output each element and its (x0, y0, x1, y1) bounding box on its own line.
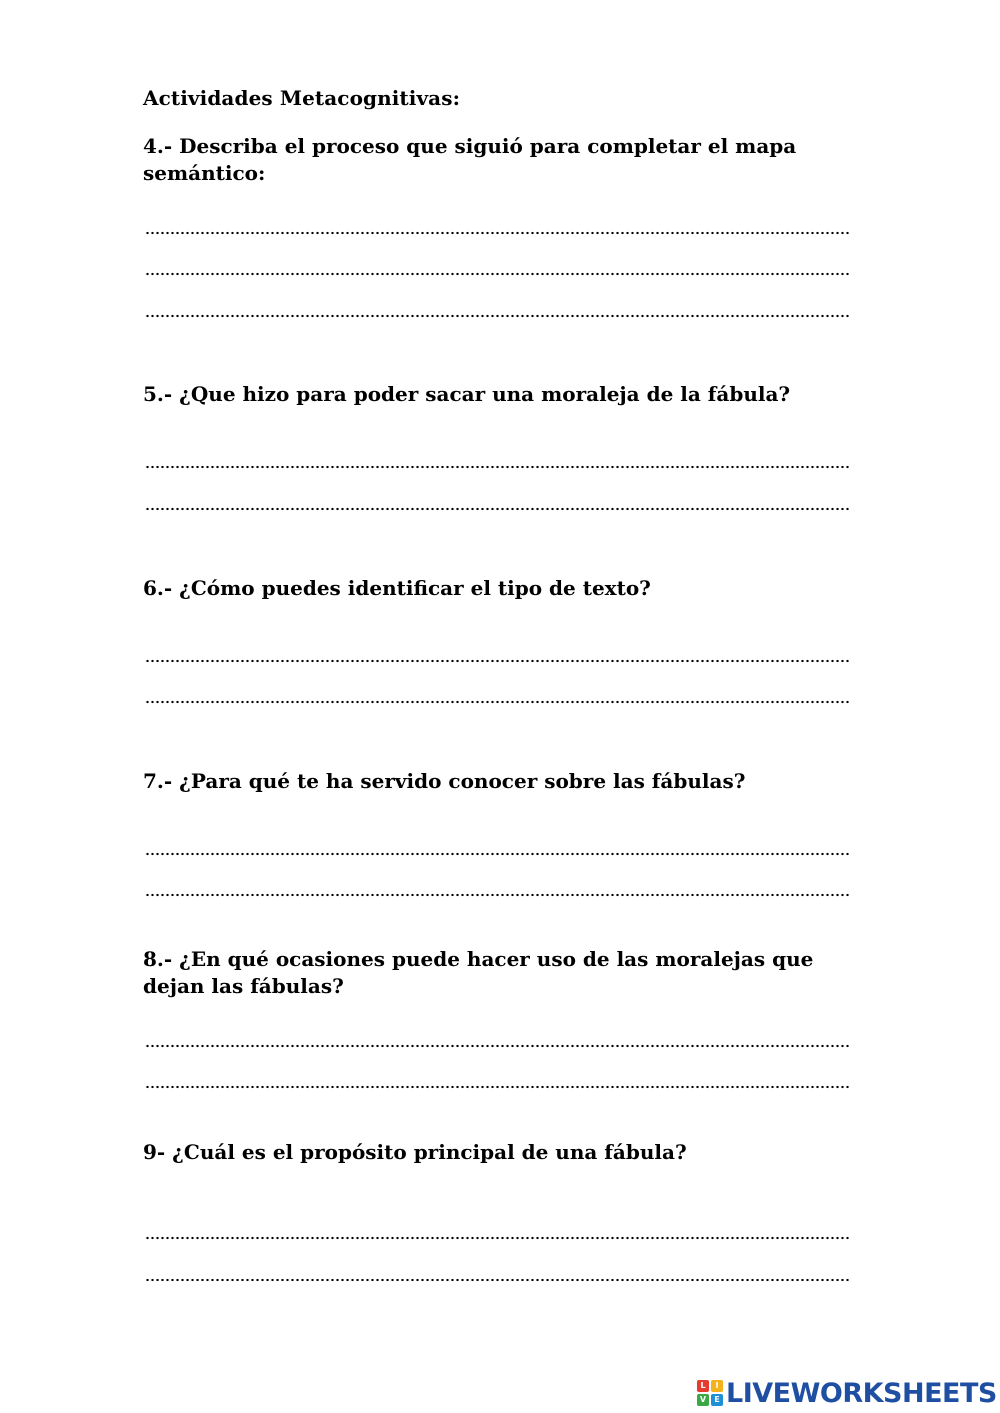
answer-line-4-2[interactable] (145, 272, 850, 276)
question-4: 4.- Describa el proceso que siguió para completar el mapa semántico: (143, 134, 797, 185)
question-5: 5.- ¿Que hizo para poder sacar una moraleja de la fábula? (143, 382, 791, 406)
question-7: 7.- ¿Para qué te ha servido conocer sobre las fábulas? (143, 769, 746, 793)
answer-line-5-1[interactable] (145, 465, 850, 469)
answer-line-6-1[interactable] (145, 659, 850, 663)
liveworksheets-logo (697, 1378, 997, 1408)
brand-name: LIVEWORKSHEETS (726, 1377, 997, 1409)
answer-line-4-3[interactable] (145, 314, 850, 318)
answer-line-6-2[interactable] (145, 700, 850, 704)
answer-line-8-2[interactable] (145, 1085, 850, 1089)
answer-line-5-2[interactable] (145, 507, 850, 511)
answer-line-8-1[interactable] (145, 1044, 850, 1048)
question-9: 9- ¿Cuál es el propósito principal de una fábula? (143, 1140, 687, 1164)
logo-tile-l: L (697, 1380, 709, 1392)
logo-tile-v: V (697, 1394, 709, 1406)
answer-line-9-2[interactable] (145, 1278, 850, 1282)
question-6: 6.- ¿Cómo puedes identificar el tipo de texto? (143, 576, 651, 600)
liveworksheets-icon (697, 1380, 723, 1406)
answer-line-7-1[interactable] (145, 852, 850, 856)
question-8: 8.- ¿En qué ocasiones puede hacer uso de las moralejas que dejan las fábulas? (143, 947, 814, 998)
worksheet-heading: Actividades Metacognitivas: (143, 86, 461, 110)
answer-line-9-1[interactable] (145, 1236, 850, 1240)
answer-line-4-1[interactable] (145, 231, 850, 235)
logo-tile-i: I (711, 1380, 723, 1392)
logo-tile-e: E (711, 1394, 723, 1406)
answer-line-7-2[interactable] (145, 893, 850, 897)
